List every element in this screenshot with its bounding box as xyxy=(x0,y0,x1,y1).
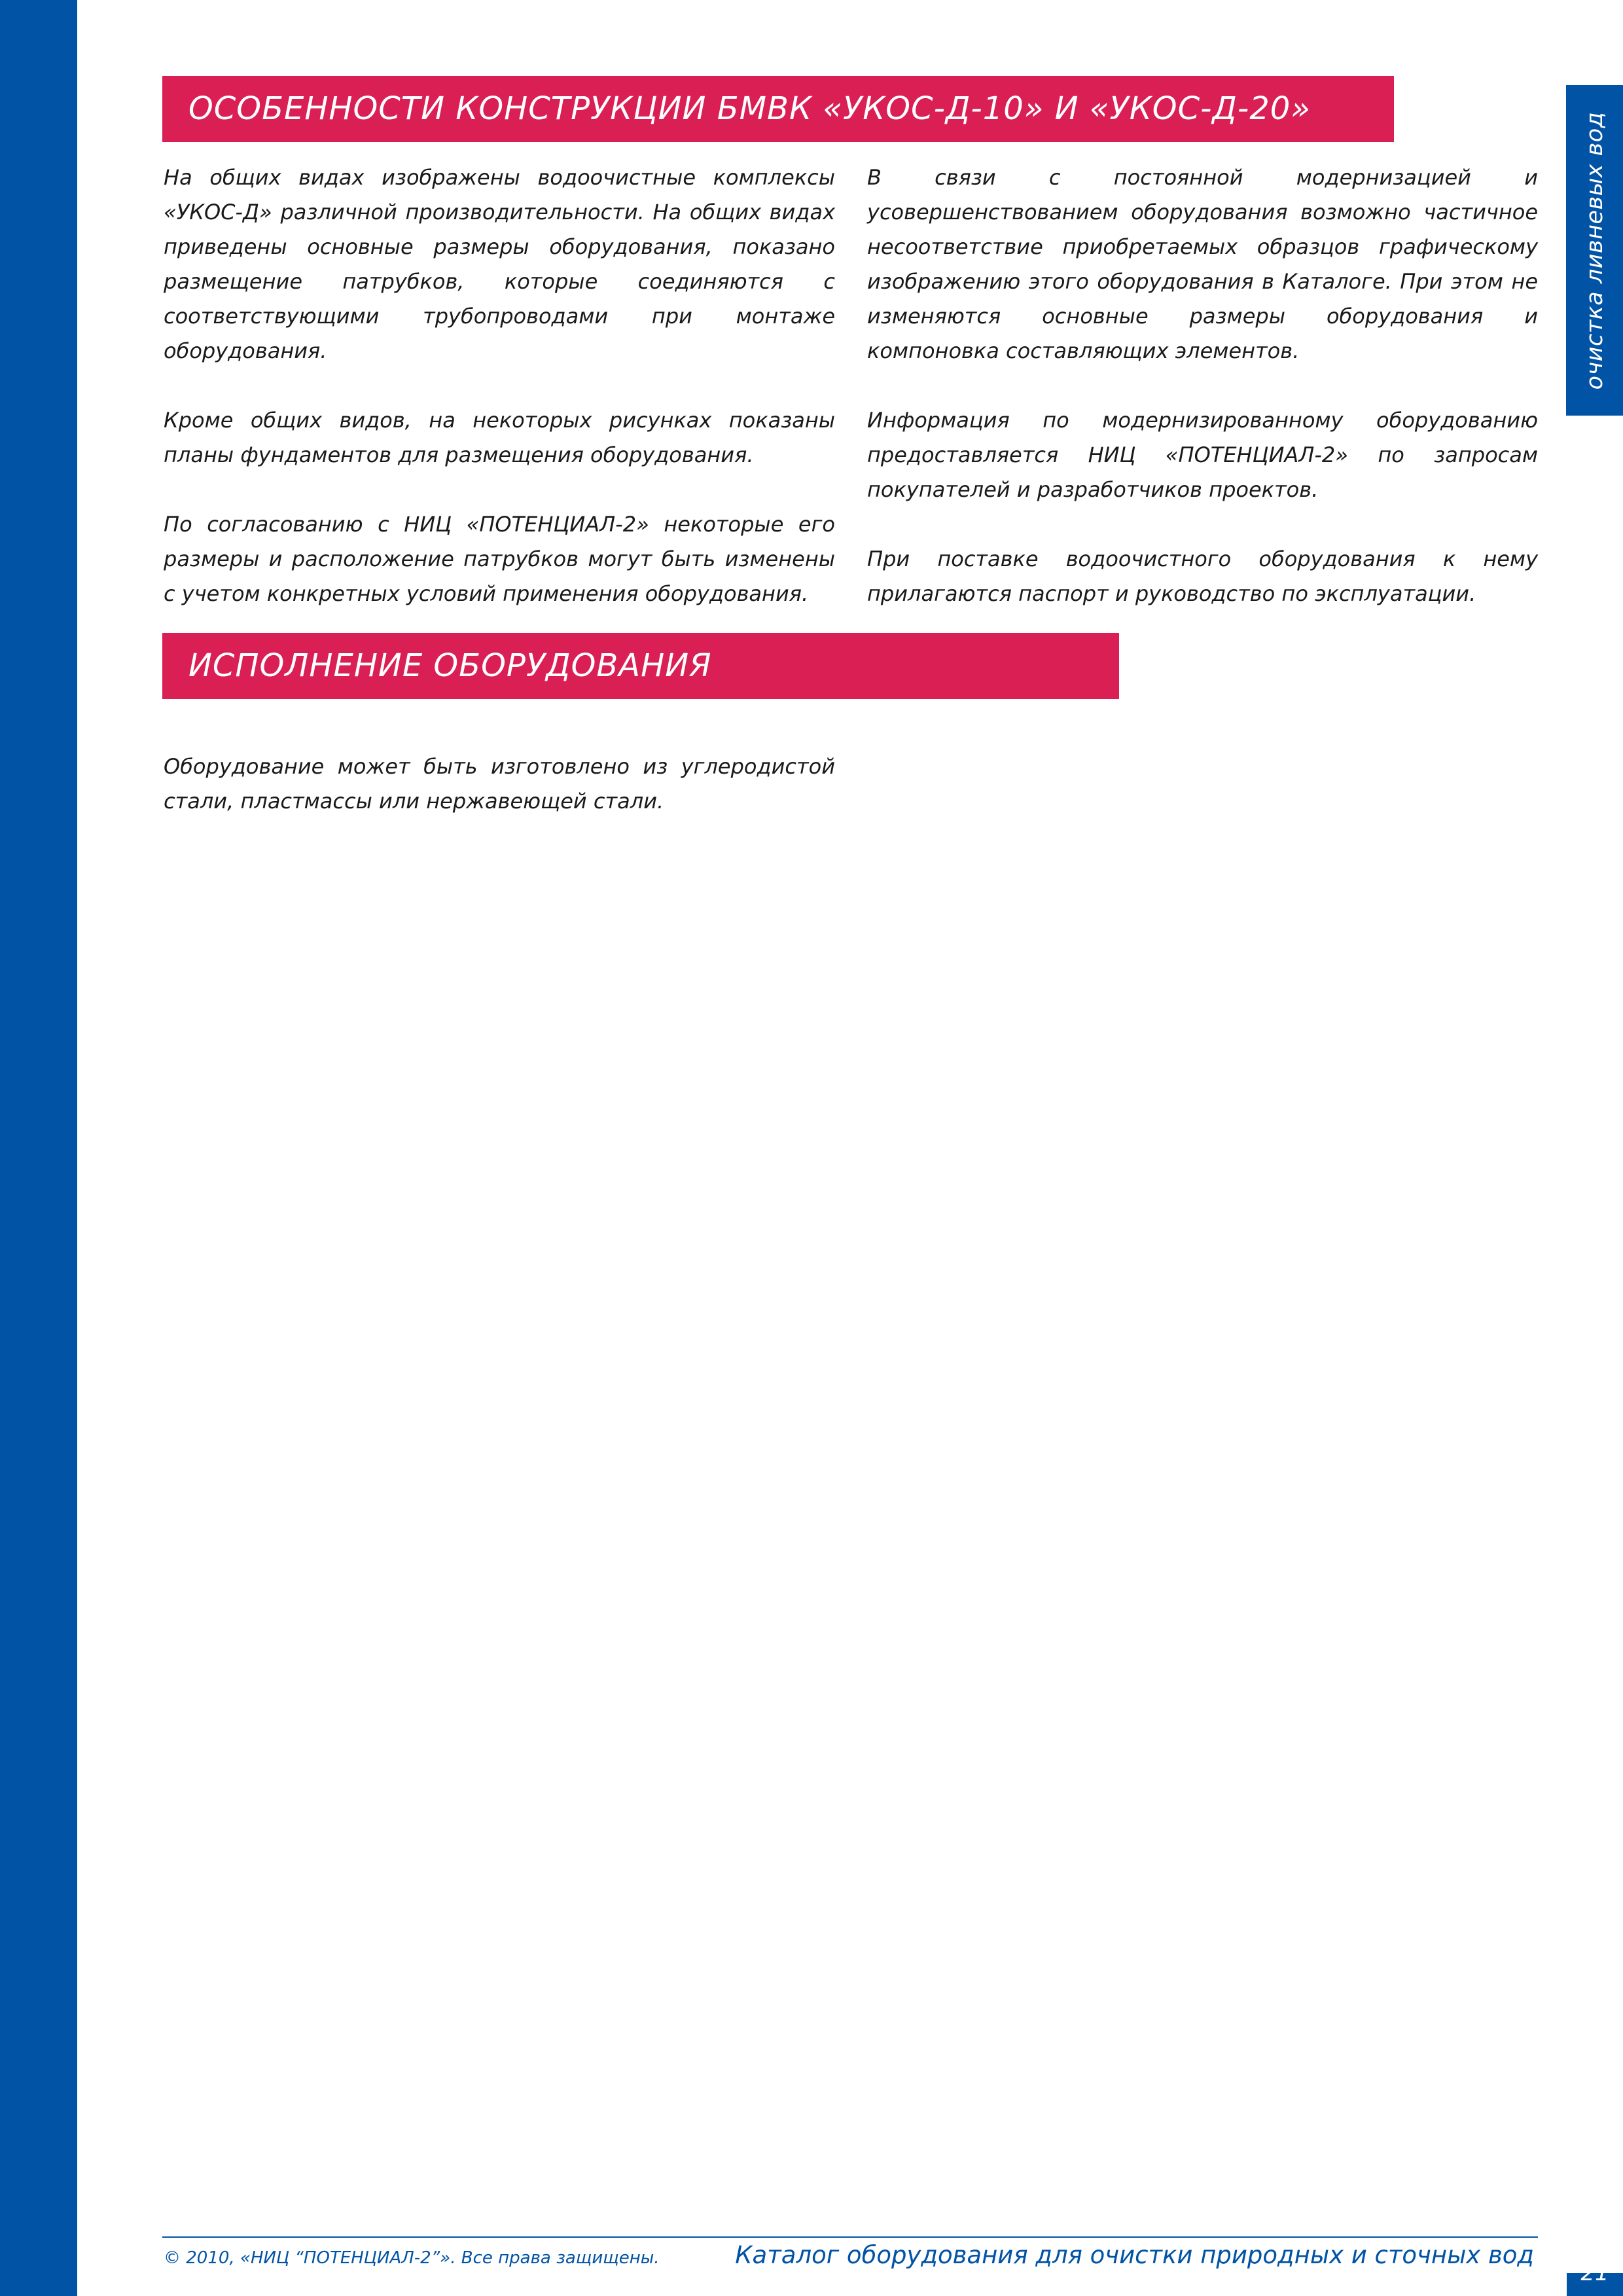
paragraph: Информация по модернизированному оборудованию предоставляется НИЦ «ПОТЕНЦИАЛ-2» по запросам покупателей и разработчиков проектов. xyxy=(867,408,1538,502)
right-column xyxy=(867,160,1538,646)
footer-copyright: © 2010, «НИЦ “ПОТЕНЦИАЛ-2”». Все права защищены. xyxy=(164,2248,660,2268)
section-header-equipment-execution: ИСПОЛНЕНИЕ ОБОРУДОВАНИЯ xyxy=(162,633,1119,699)
paragraph: Кроме общих видов, на некоторых рисунках показаны планы фундаментов для размещения оборудования. xyxy=(164,408,835,467)
footer-catalog-title: Каталог оборудования для очистки природных и сточных вод xyxy=(735,2241,1534,2269)
execution-column xyxy=(164,749,835,853)
left-decorative-bar xyxy=(0,0,77,2296)
page-number-box xyxy=(1567,2260,1623,2296)
side-tab xyxy=(1566,85,1623,416)
page-number: 21 xyxy=(1580,2260,1609,2286)
paragraph: По согласованию с НИЦ «ПОТЕНЦИАЛ-2» некоторые его размеры и расположение патрубков могут быть изменены с учетом конкретных условий применения оборудования. xyxy=(164,512,835,606)
side-tab-label: очистка ливневых вод xyxy=(1581,111,1608,389)
left-column xyxy=(164,160,835,646)
paragraph: На общих видах изображены водоочистные комплексы «УКОС-Д» различной производительности. На общих видах приведены основные размеры оборудования, показано размещение патрубков, которые соединяются с соответствующими трубопроводами при монтаже оборудования. xyxy=(164,165,835,363)
paragraph: Оборудование может быть изготовлено из углеродистой стали, пластмассы или нержавеющей стали. xyxy=(164,754,835,814)
paragraph: В связи с постоянной модернизацией и усовершенствованием оборудования возможно частичное несоответствие приобретаемых образцов графическому изображению этого оборудования в Каталоге. При этом не изменяются основные размеры оборудования и компоновка составляющих элементов. xyxy=(867,165,1538,363)
section-header-design-features: ОСОБЕННОСТИ КОНСТРУКЦИИ БМВК «УКОС-Д-10» И «УКОС-Д-20» xyxy=(162,76,1394,142)
paragraph: При поставке водоочистного оборудования к нему прилагаются паспорт и руководство по эксплуатации. xyxy=(867,547,1538,606)
